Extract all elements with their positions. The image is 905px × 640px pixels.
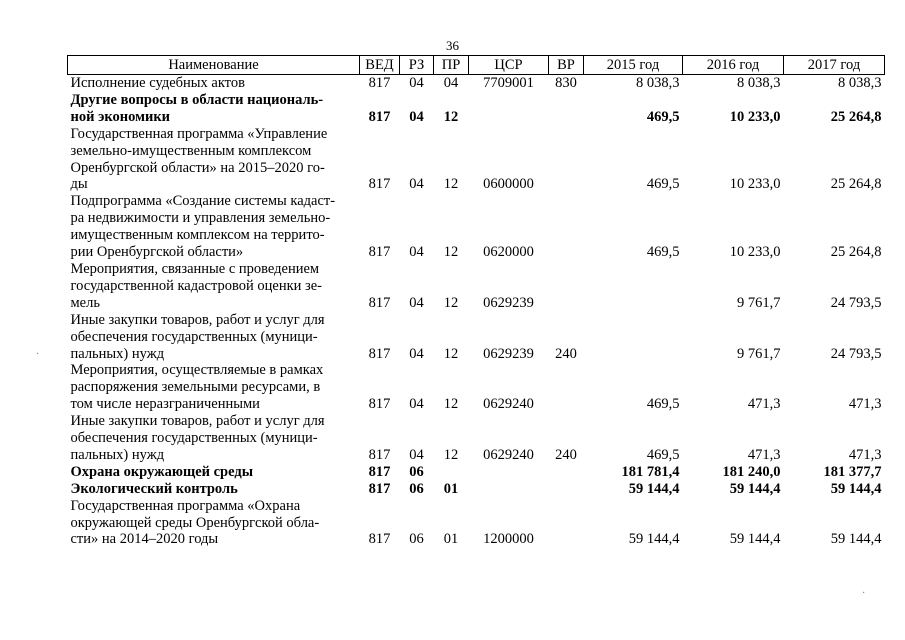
cell-csr: 0600000 — [483, 176, 534, 193]
page-number: 36 — [446, 38, 459, 53]
cell-ved: 817 — [368, 75, 391, 91]
table-row — [68, 126, 885, 194]
cell-name: Иные закупки товаров, работ и услуг для обеспечения государственных (муници- пальных) нужд — [70, 413, 325, 463]
table-row — [68, 362, 885, 413]
cell-name: Мероприятия, связанные с проведением государственной кадастровой оценки зе- мель — [70, 260, 322, 311]
cell-2017: 8 038,3 — [838, 75, 882, 91]
header-pr: ПР — [434, 56, 469, 75]
cell-2017: 25 264,8 — [830, 108, 882, 125]
cell-rz: 04 — [409, 446, 424, 463]
cell-name: Государственная программа «Управление земельно-имущественным комплексом Оренбургской области» на 2015–2020 го- ды — [70, 125, 328, 193]
cell-2016: 10 233,0 — [729, 108, 781, 125]
cell-2015: 469,5 — [646, 108, 680, 125]
cell-ved: 817 — [368, 480, 391, 497]
cell-vr: 830 — [555, 75, 577, 91]
table-row — [68, 481, 885, 498]
scan-speck: · — [36, 349, 40, 360]
cell-rz: 06 — [409, 463, 424, 480]
header-rz: РЗ — [400, 56, 434, 75]
cell-rz: 04 — [409, 396, 424, 413]
header-ved: ВЕД — [360, 56, 400, 75]
cell-2015: 59 144,4 — [628, 480, 680, 497]
cell-name: Охрана окружающей среды — [70, 463, 254, 480]
cell-2016: 10 233,0 — [729, 244, 781, 261]
cell-pr: 01 — [443, 480, 459, 497]
cell-vr: 240 — [555, 446, 577, 463]
cell-2017: 25 264,8 — [830, 176, 882, 193]
cell-ved: 817 — [368, 176, 391, 193]
cell-name: Государственная программа «Охрана окружающей среды Оренбургской обла- сти» на 2014–2020 годы — [70, 497, 320, 548]
table-row — [68, 92, 885, 126]
cell-2016: 59 144,4 — [729, 531, 781, 548]
cell-vr — [549, 193, 584, 261]
table-row — [68, 312, 885, 363]
cell-rz: 06 — [409, 480, 424, 497]
cell-name: Иные закупки товаров, работ и услуг для обеспечения государственных (муници- пальных) нужд — [70, 311, 325, 362]
scan-speck: · — [862, 588, 866, 599]
cell-csr: 0629239 — [483, 345, 534, 362]
cell-ved: 817 — [368, 345, 391, 362]
cell-pr: 12 — [443, 345, 459, 362]
cell-2016: 9 761,7 — [737, 345, 781, 362]
cell-rz: 04 — [409, 176, 424, 193]
cell-vr: 240 — [555, 345, 577, 362]
cell-2016: 181 240,0 — [722, 463, 781, 480]
table-row — [68, 413, 885, 464]
cell-2016: 8 038,3 — [737, 75, 781, 91]
cell-vr — [549, 261, 584, 312]
cell-vr — [549, 362, 584, 413]
cell-2015: 59 144,4 — [628, 531, 680, 548]
cell-name: Мероприятия, осуществляемые в рамках распоряжения земельными ресурсами, в том числе неразграниченными — [70, 362, 324, 413]
cell-pr: 12 — [443, 446, 459, 463]
cell-ved: 817 — [368, 294, 391, 311]
table-row — [68, 498, 885, 549]
cell-pr — [434, 464, 469, 481]
cell-vr — [549, 481, 584, 498]
cell-2017: 24 793,5 — [830, 294, 882, 311]
cell-rz: 04 — [409, 345, 424, 362]
header-2016: 2016 год — [683, 56, 784, 75]
cell-2015 — [584, 261, 683, 312]
header-2015: 2015 год — [584, 56, 683, 75]
cell-ved: 817 — [368, 446, 391, 463]
header-row — [68, 56, 885, 75]
cell-2016: 471,3 — [747, 396, 781, 413]
table-body — [68, 75, 885, 549]
cell-2016: 9 761,7 — [737, 294, 781, 311]
header-2017: 2017 год — [784, 56, 885, 75]
header-csr: ЦСР — [469, 56, 549, 75]
cell-2015: 469,5 — [646, 176, 680, 193]
cell-2016: 59 144,4 — [729, 480, 781, 497]
cell-2015: 469,5 — [646, 244, 680, 261]
cell-csr: 0629239 — [483, 294, 534, 311]
cell-2017: 24 793,5 — [830, 345, 882, 362]
cell-ved: 817 — [368, 244, 391, 261]
table-row — [68, 75, 885, 92]
cell-2015: 181 781,4 — [621, 463, 680, 480]
cell-pr: 12 — [443, 108, 459, 125]
cell-rz: 04 — [409, 108, 424, 125]
cell-vr — [549, 92, 584, 126]
cell-rz: 04 — [409, 75, 424, 91]
cell-csr — [469, 464, 549, 481]
cell-csr: 0620000 — [483, 244, 534, 261]
cell-2017: 471,3 — [848, 396, 882, 413]
cell-name: Другие вопросы в области националь- ной экономики — [70, 91, 324, 125]
cell-ved: 817 — [368, 108, 391, 125]
cell-2015 — [584, 312, 683, 363]
cell-2017: 471,3 — [848, 446, 882, 463]
cell-ved: 817 — [368, 396, 391, 413]
table-row — [68, 464, 885, 481]
cell-2015: 8 038,3 — [636, 75, 680, 91]
cell-pr: 04 — [443, 75, 459, 91]
cell-name: Исполнение судебных актов — [70, 75, 245, 91]
table-row — [68, 193, 885, 261]
cell-csr — [469, 92, 549, 126]
cell-csr: 1200000 — [483, 531, 534, 548]
cell-rz: 06 — [409, 531, 424, 548]
cell-pr: 12 — [443, 244, 459, 261]
cell-2015: 469,5 — [646, 446, 680, 463]
cell-csr — [469, 481, 549, 498]
header-name: Наименование — [68, 56, 360, 75]
cell-rz: 04 — [409, 294, 424, 311]
cell-name: Экологический контроль — [70, 480, 238, 497]
cell-ved: 817 — [368, 463, 391, 480]
cell-vr — [549, 464, 584, 481]
cell-2016: 10 233,0 — [729, 176, 781, 193]
cell-pr: 01 — [443, 531, 459, 548]
cell-2017: 59 144,4 — [830, 480, 882, 497]
cell-vr — [549, 126, 584, 194]
cell-pr: 12 — [443, 294, 459, 311]
cell-2017: 181 377,7 — [823, 463, 882, 480]
cell-2017: 59 144,4 — [830, 531, 882, 548]
table-row — [68, 261, 885, 312]
cell-pr: 12 — [443, 176, 459, 193]
cell-vr — [549, 498, 584, 549]
budget-table — [67, 55, 885, 548]
cell-csr: 0629240 — [483, 446, 534, 463]
cell-2015: 469,5 — [646, 396, 680, 413]
cell-ved: 817 — [368, 531, 391, 548]
cell-pr: 12 — [443, 396, 459, 413]
cell-csr: 0629240 — [483, 396, 534, 413]
cell-2017: 25 264,8 — [830, 244, 882, 261]
cell-rz: 04 — [409, 244, 424, 261]
header-vr: ВР — [549, 56, 584, 75]
cell-2016: 471,3 — [747, 446, 781, 463]
cell-csr: 7709001 — [483, 75, 534, 91]
cell-name: Подпрограмма «Создание системы кадаст- ра недвижимости и управления земельно- имущественным комплексом на террито- рии Оренбургской области» — [70, 193, 336, 261]
